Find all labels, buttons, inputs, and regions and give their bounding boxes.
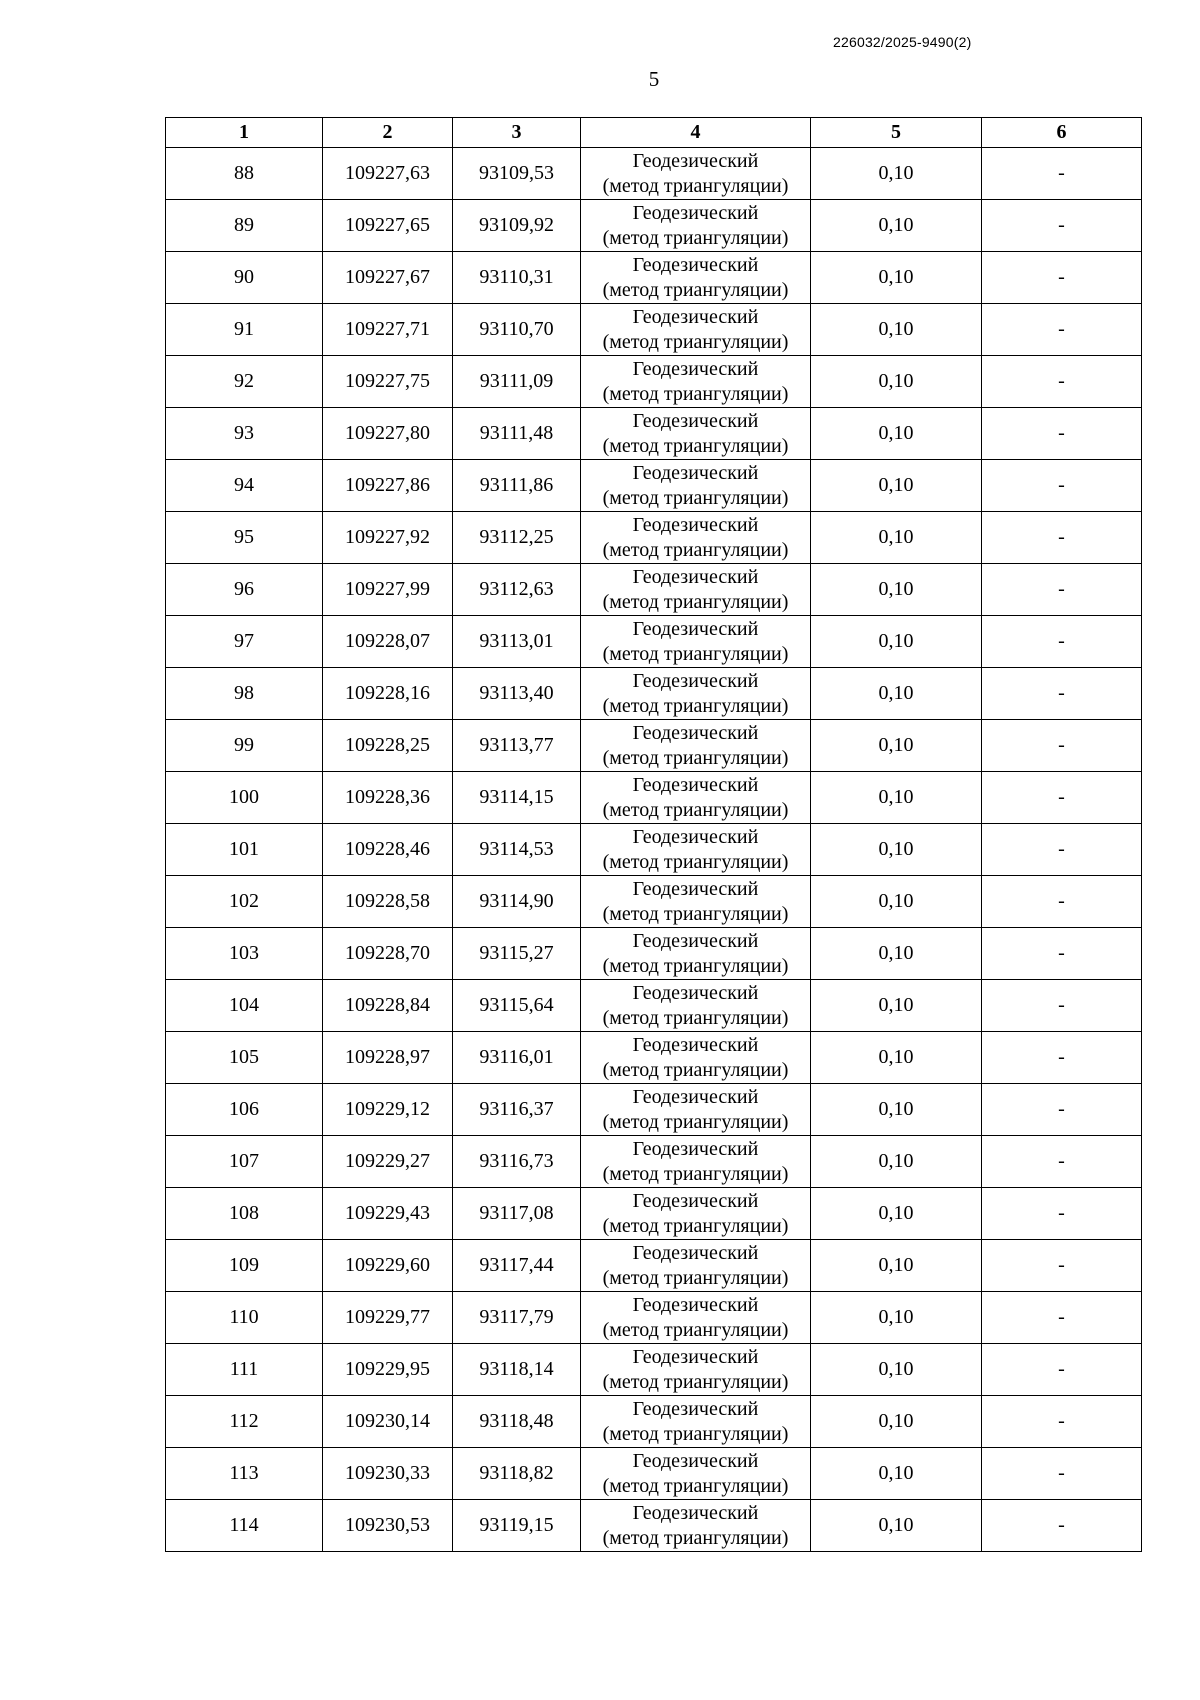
method-cell: [581, 1188, 811, 1240]
note-cell: -: [982, 772, 1142, 824]
accuracy-cell: 0,10: [811, 1500, 982, 1552]
table-row: [166, 720, 1142, 772]
y-coordinate-cell: 93111,86: [453, 460, 581, 512]
y-coordinate-cell: 93110,31: [453, 252, 581, 304]
method-detail: (метод триангуляции): [602, 954, 789, 977]
y-coordinate-cell: 93116,73: [453, 1136, 581, 1188]
y-coordinate-cell: 93112,25: [453, 512, 581, 564]
note-cell: -: [982, 512, 1142, 564]
method-detail: (метод триангуляции): [602, 746, 789, 769]
x-coordinate-cell: 109228,70: [323, 928, 453, 980]
method-name: Геодезический: [632, 981, 759, 1004]
method-name: Геодезический: [632, 305, 759, 328]
method-name: Геодезический: [632, 461, 759, 484]
method-detail: (метод триангуляции): [602, 434, 789, 457]
method-detail: (метод триангуляции): [602, 1370, 789, 1393]
method-cell: [581, 1344, 811, 1396]
method-cell: [581, 1032, 811, 1084]
method-cell: [581, 1240, 811, 1292]
method-cell: [581, 928, 811, 980]
note-cell: -: [982, 408, 1142, 460]
x-coordinate-cell: 109230,53: [323, 1500, 453, 1552]
accuracy-cell: 0,10: [811, 564, 982, 616]
note-cell: -: [982, 1240, 1142, 1292]
note-cell: -: [982, 1344, 1142, 1396]
y-coordinate-cell: 93118,14: [453, 1344, 581, 1396]
accuracy-cell: 0,10: [811, 252, 982, 304]
note-cell: -: [982, 304, 1142, 356]
method-name: Геодезический: [632, 409, 759, 432]
method-detail: (метод триангуляции): [602, 642, 789, 665]
table-row: [166, 148, 1142, 200]
accuracy-cell: 0,10: [811, 1084, 982, 1136]
point-number-cell: 100: [166, 772, 323, 824]
method-cell: [581, 1396, 811, 1448]
x-coordinate-cell: 109229,95: [323, 1344, 453, 1396]
method-cell: [581, 616, 811, 668]
x-coordinate-cell: 109227,80: [323, 408, 453, 460]
note-cell: -: [982, 200, 1142, 252]
accuracy-cell: 0,10: [811, 876, 982, 928]
y-coordinate-cell: 93119,15: [453, 1500, 581, 1552]
accuracy-cell: 0,10: [811, 1292, 982, 1344]
method-detail: (метод триангуляции): [602, 1318, 789, 1341]
accuracy-cell: 0,10: [811, 460, 982, 512]
x-coordinate-cell: 109229,12: [323, 1084, 453, 1136]
method-cell: [581, 1500, 811, 1552]
method-name: Геодезический: [632, 253, 759, 276]
point-number-cell: 92: [166, 356, 323, 408]
accuracy-cell: 0,10: [811, 616, 982, 668]
method-detail: (метод триангуляции): [602, 330, 789, 353]
column-header: 2: [323, 118, 453, 148]
point-number-cell: 103: [166, 928, 323, 980]
table-row: [166, 1188, 1142, 1240]
method-cell: [581, 824, 811, 876]
note-cell: -: [982, 148, 1142, 200]
method-cell: [581, 1448, 811, 1500]
table-row: [166, 824, 1142, 876]
method-cell: [581, 1292, 811, 1344]
method-name: Геодезический: [632, 617, 759, 640]
note-cell: -: [982, 1032, 1142, 1084]
method-name: Геодезический: [632, 513, 759, 536]
method-cell: [581, 772, 811, 824]
y-coordinate-cell: 93114,90: [453, 876, 581, 928]
table-body: [166, 148, 1142, 1552]
x-coordinate-cell: 109227,67: [323, 252, 453, 304]
x-coordinate-cell: 109227,65: [323, 200, 453, 252]
method-detail: (метод триангуляции): [602, 1110, 789, 1133]
x-coordinate-cell: 109228,84: [323, 980, 453, 1032]
column-header: 1: [166, 118, 323, 148]
note-cell: -: [982, 928, 1142, 980]
method-detail: (метод триангуляции): [602, 278, 789, 301]
point-number-cell: 98: [166, 668, 323, 720]
y-coordinate-cell: 93118,48: [453, 1396, 581, 1448]
method-name: Геодезический: [632, 773, 759, 796]
y-coordinate-cell: 93113,40: [453, 668, 581, 720]
method-name: Геодезический: [632, 357, 759, 380]
method-detail: (метод триангуляции): [602, 382, 789, 405]
x-coordinate-cell: 109230,14: [323, 1396, 453, 1448]
table-row: [166, 460, 1142, 512]
point-number-cell: 97: [166, 616, 323, 668]
x-coordinate-cell: 109230,33: [323, 1448, 453, 1500]
method-detail: (метод триангуляции): [602, 590, 789, 613]
x-coordinate-cell: 109227,99: [323, 564, 453, 616]
table-row: [166, 1292, 1142, 1344]
method-detail: (метод триангуляции): [602, 902, 789, 925]
table-row: [166, 1448, 1142, 1500]
table-row: [166, 1136, 1142, 1188]
table-row: [166, 1500, 1142, 1552]
table-row: [166, 1032, 1142, 1084]
accuracy-cell: 0,10: [811, 668, 982, 720]
method-detail: (метод триангуляции): [602, 1526, 789, 1549]
x-coordinate-cell: 109228,58: [323, 876, 453, 928]
method-detail: (метод триангуляции): [602, 226, 789, 249]
point-number-cell: 88: [166, 148, 323, 200]
column-header: 6: [982, 118, 1142, 148]
table-header: [166, 118, 1142, 148]
method-name: Геодезический: [632, 1085, 759, 1108]
x-coordinate-cell: 109227,92: [323, 512, 453, 564]
y-coordinate-cell: 93111,09: [453, 356, 581, 408]
method-cell: [581, 720, 811, 772]
table-row: [166, 928, 1142, 980]
point-number-cell: 109: [166, 1240, 323, 1292]
note-cell: -: [982, 1084, 1142, 1136]
method-detail: (метод триангуляции): [602, 538, 789, 561]
method-name: Геодезический: [632, 1189, 759, 1212]
accuracy-cell: 0,10: [811, 1032, 982, 1084]
coordinates-table: [165, 117, 1142, 1552]
method-detail: (метод триангуляции): [602, 1006, 789, 1029]
method-name: Геодезический: [632, 1501, 759, 1524]
note-cell: -: [982, 668, 1142, 720]
x-coordinate-cell: 109227,63: [323, 148, 453, 200]
y-coordinate-cell: 93115,27: [453, 928, 581, 980]
x-coordinate-cell: 109228,25: [323, 720, 453, 772]
accuracy-cell: 0,10: [811, 304, 982, 356]
table-row: [166, 772, 1142, 824]
method-cell: [581, 668, 811, 720]
method-detail: (метод триангуляции): [602, 1162, 789, 1185]
note-cell: -: [982, 1500, 1142, 1552]
point-number-cell: 112: [166, 1396, 323, 1448]
accuracy-cell: 0,10: [811, 200, 982, 252]
column-header: 4: [581, 118, 811, 148]
accuracy-cell: 0,10: [811, 1188, 982, 1240]
method-name: Геодезический: [632, 565, 759, 588]
method-detail: (метод триангуляции): [602, 1058, 789, 1081]
document-id: 226032/2025-9490(2): [833, 34, 972, 50]
x-coordinate-cell: 109229,77: [323, 1292, 453, 1344]
method-cell: [581, 408, 811, 460]
table-row: [166, 252, 1142, 304]
y-coordinate-cell: 93114,53: [453, 824, 581, 876]
method-detail: (метод триангуляции): [602, 1422, 789, 1445]
method-name: Геодезический: [632, 1241, 759, 1264]
y-coordinate-cell: 93118,82: [453, 1448, 581, 1500]
y-coordinate-cell: 93113,01: [453, 616, 581, 668]
y-coordinate-cell: 93109,53: [453, 148, 581, 200]
table-row: [166, 512, 1142, 564]
accuracy-cell: 0,10: [811, 980, 982, 1032]
method-detail: (метод триангуляции): [602, 1214, 789, 1237]
method-detail: (метод триангуляции): [602, 174, 789, 197]
method-detail: (метод триангуляции): [602, 1474, 789, 1497]
accuracy-cell: 0,10: [811, 1240, 982, 1292]
note-cell: -: [982, 720, 1142, 772]
x-coordinate-cell: 109228,97: [323, 1032, 453, 1084]
point-number-cell: 94: [166, 460, 323, 512]
table-row: [166, 200, 1142, 252]
y-coordinate-cell: 93109,92: [453, 200, 581, 252]
point-number-cell: 102: [166, 876, 323, 928]
accuracy-cell: 0,10: [811, 928, 982, 980]
point-number-cell: 101: [166, 824, 323, 876]
method-cell: [581, 512, 811, 564]
note-cell: -: [982, 824, 1142, 876]
point-number-cell: 91: [166, 304, 323, 356]
method-cell: [581, 200, 811, 252]
method-detail: (метод триангуляции): [602, 850, 789, 873]
x-coordinate-cell: 109229,60: [323, 1240, 453, 1292]
method-cell: [581, 252, 811, 304]
point-number-cell: 107: [166, 1136, 323, 1188]
accuracy-cell: 0,10: [811, 408, 982, 460]
method-cell: [581, 460, 811, 512]
method-name: Геодезический: [632, 1397, 759, 1420]
x-coordinate-cell: 109227,71: [323, 304, 453, 356]
point-number-cell: 106: [166, 1084, 323, 1136]
table-row: [166, 304, 1142, 356]
note-cell: -: [982, 876, 1142, 928]
accuracy-cell: 0,10: [811, 772, 982, 824]
method-cell: [581, 876, 811, 928]
method-detail: (метод триангуляции): [602, 694, 789, 717]
note-cell: -: [982, 980, 1142, 1032]
accuracy-cell: 0,10: [811, 720, 982, 772]
x-coordinate-cell: 109228,46: [323, 824, 453, 876]
point-number-cell: 105: [166, 1032, 323, 1084]
method-name: Геодезический: [632, 201, 759, 224]
note-cell: -: [982, 1292, 1142, 1344]
y-coordinate-cell: 93115,64: [453, 980, 581, 1032]
method-name: Геодезический: [632, 1137, 759, 1160]
method-name: Геодезический: [632, 1345, 759, 1368]
method-name: Геодезический: [632, 825, 759, 848]
table-row: [166, 616, 1142, 668]
x-coordinate-cell: 109229,43: [323, 1188, 453, 1240]
y-coordinate-cell: 93117,08: [453, 1188, 581, 1240]
accuracy-cell: 0,10: [811, 1396, 982, 1448]
y-coordinate-cell: 93117,44: [453, 1240, 581, 1292]
y-coordinate-cell: 93117,79: [453, 1292, 581, 1344]
note-cell: -: [982, 460, 1142, 512]
note-cell: -: [982, 1136, 1142, 1188]
y-coordinate-cell: 93111,48: [453, 408, 581, 460]
x-coordinate-cell: 109227,75: [323, 356, 453, 408]
method-cell: [581, 148, 811, 200]
y-coordinate-cell: 93116,01: [453, 1032, 581, 1084]
point-number-cell: 99: [166, 720, 323, 772]
note-cell: -: [982, 1448, 1142, 1500]
table-row: [166, 1344, 1142, 1396]
header-row: [166, 118, 1142, 148]
accuracy-cell: 0,10: [811, 356, 982, 408]
y-coordinate-cell: 93110,70: [453, 304, 581, 356]
method-name: Геодезический: [632, 721, 759, 744]
method-cell: [581, 356, 811, 408]
accuracy-cell: 0,10: [811, 512, 982, 564]
y-coordinate-cell: 93112,63: [453, 564, 581, 616]
x-coordinate-cell: 109228,36: [323, 772, 453, 824]
point-number-cell: 96: [166, 564, 323, 616]
point-number-cell: 89: [166, 200, 323, 252]
accuracy-cell: 0,10: [811, 148, 982, 200]
method-cell: [581, 1136, 811, 1188]
point-number-cell: 93: [166, 408, 323, 460]
method-detail: (метод триангуляции): [602, 1266, 789, 1289]
accuracy-cell: 0,10: [811, 1344, 982, 1396]
note-cell: -: [982, 252, 1142, 304]
x-coordinate-cell: 109228,16: [323, 668, 453, 720]
x-coordinate-cell: 109228,07: [323, 616, 453, 668]
note-cell: -: [982, 1188, 1142, 1240]
point-number-cell: 113: [166, 1448, 323, 1500]
method-cell: [581, 980, 811, 1032]
x-coordinate-cell: 109229,27: [323, 1136, 453, 1188]
note-cell: -: [982, 356, 1142, 408]
y-coordinate-cell: 93113,77: [453, 720, 581, 772]
method-cell: [581, 1084, 811, 1136]
x-coordinate-cell: 109227,86: [323, 460, 453, 512]
method-name: Геодезический: [632, 1033, 759, 1056]
note-cell: -: [982, 616, 1142, 668]
table-row: [166, 980, 1142, 1032]
point-number-cell: 110: [166, 1292, 323, 1344]
method-cell: [581, 564, 811, 616]
note-cell: -: [982, 564, 1142, 616]
method-name: Геодезический: [632, 149, 759, 172]
column-header: 5: [811, 118, 982, 148]
method-name: Геодезический: [632, 1449, 759, 1472]
method-name: Геодезический: [632, 1293, 759, 1316]
table-row: [166, 1396, 1142, 1448]
table-row: [166, 876, 1142, 928]
method-detail: (метод триангуляции): [602, 486, 789, 509]
method-name: Геодезический: [632, 877, 759, 900]
point-number-cell: 114: [166, 1500, 323, 1552]
accuracy-cell: 0,10: [811, 1136, 982, 1188]
table-row: [166, 356, 1142, 408]
point-number-cell: 90: [166, 252, 323, 304]
accuracy-cell: 0,10: [811, 824, 982, 876]
point-number-cell: 111: [166, 1344, 323, 1396]
table-row: [166, 668, 1142, 720]
y-coordinate-cell: 93114,15: [453, 772, 581, 824]
table-row: [166, 1084, 1142, 1136]
point-number-cell: 95: [166, 512, 323, 564]
accuracy-cell: 0,10: [811, 1448, 982, 1500]
table-row: [166, 408, 1142, 460]
point-number-cell: 104: [166, 980, 323, 1032]
note-cell: -: [982, 1396, 1142, 1448]
method-name: Геодезический: [632, 669, 759, 692]
point-number-cell: 108: [166, 1188, 323, 1240]
page-number: 5: [648, 67, 660, 91]
table-row: [166, 1240, 1142, 1292]
method-detail: (метод триангуляции): [602, 798, 789, 821]
column-header: 3: [453, 118, 581, 148]
table-row: [166, 564, 1142, 616]
y-coordinate-cell: 93116,37: [453, 1084, 581, 1136]
method-cell: [581, 304, 811, 356]
method-name: Геодезический: [632, 929, 759, 952]
